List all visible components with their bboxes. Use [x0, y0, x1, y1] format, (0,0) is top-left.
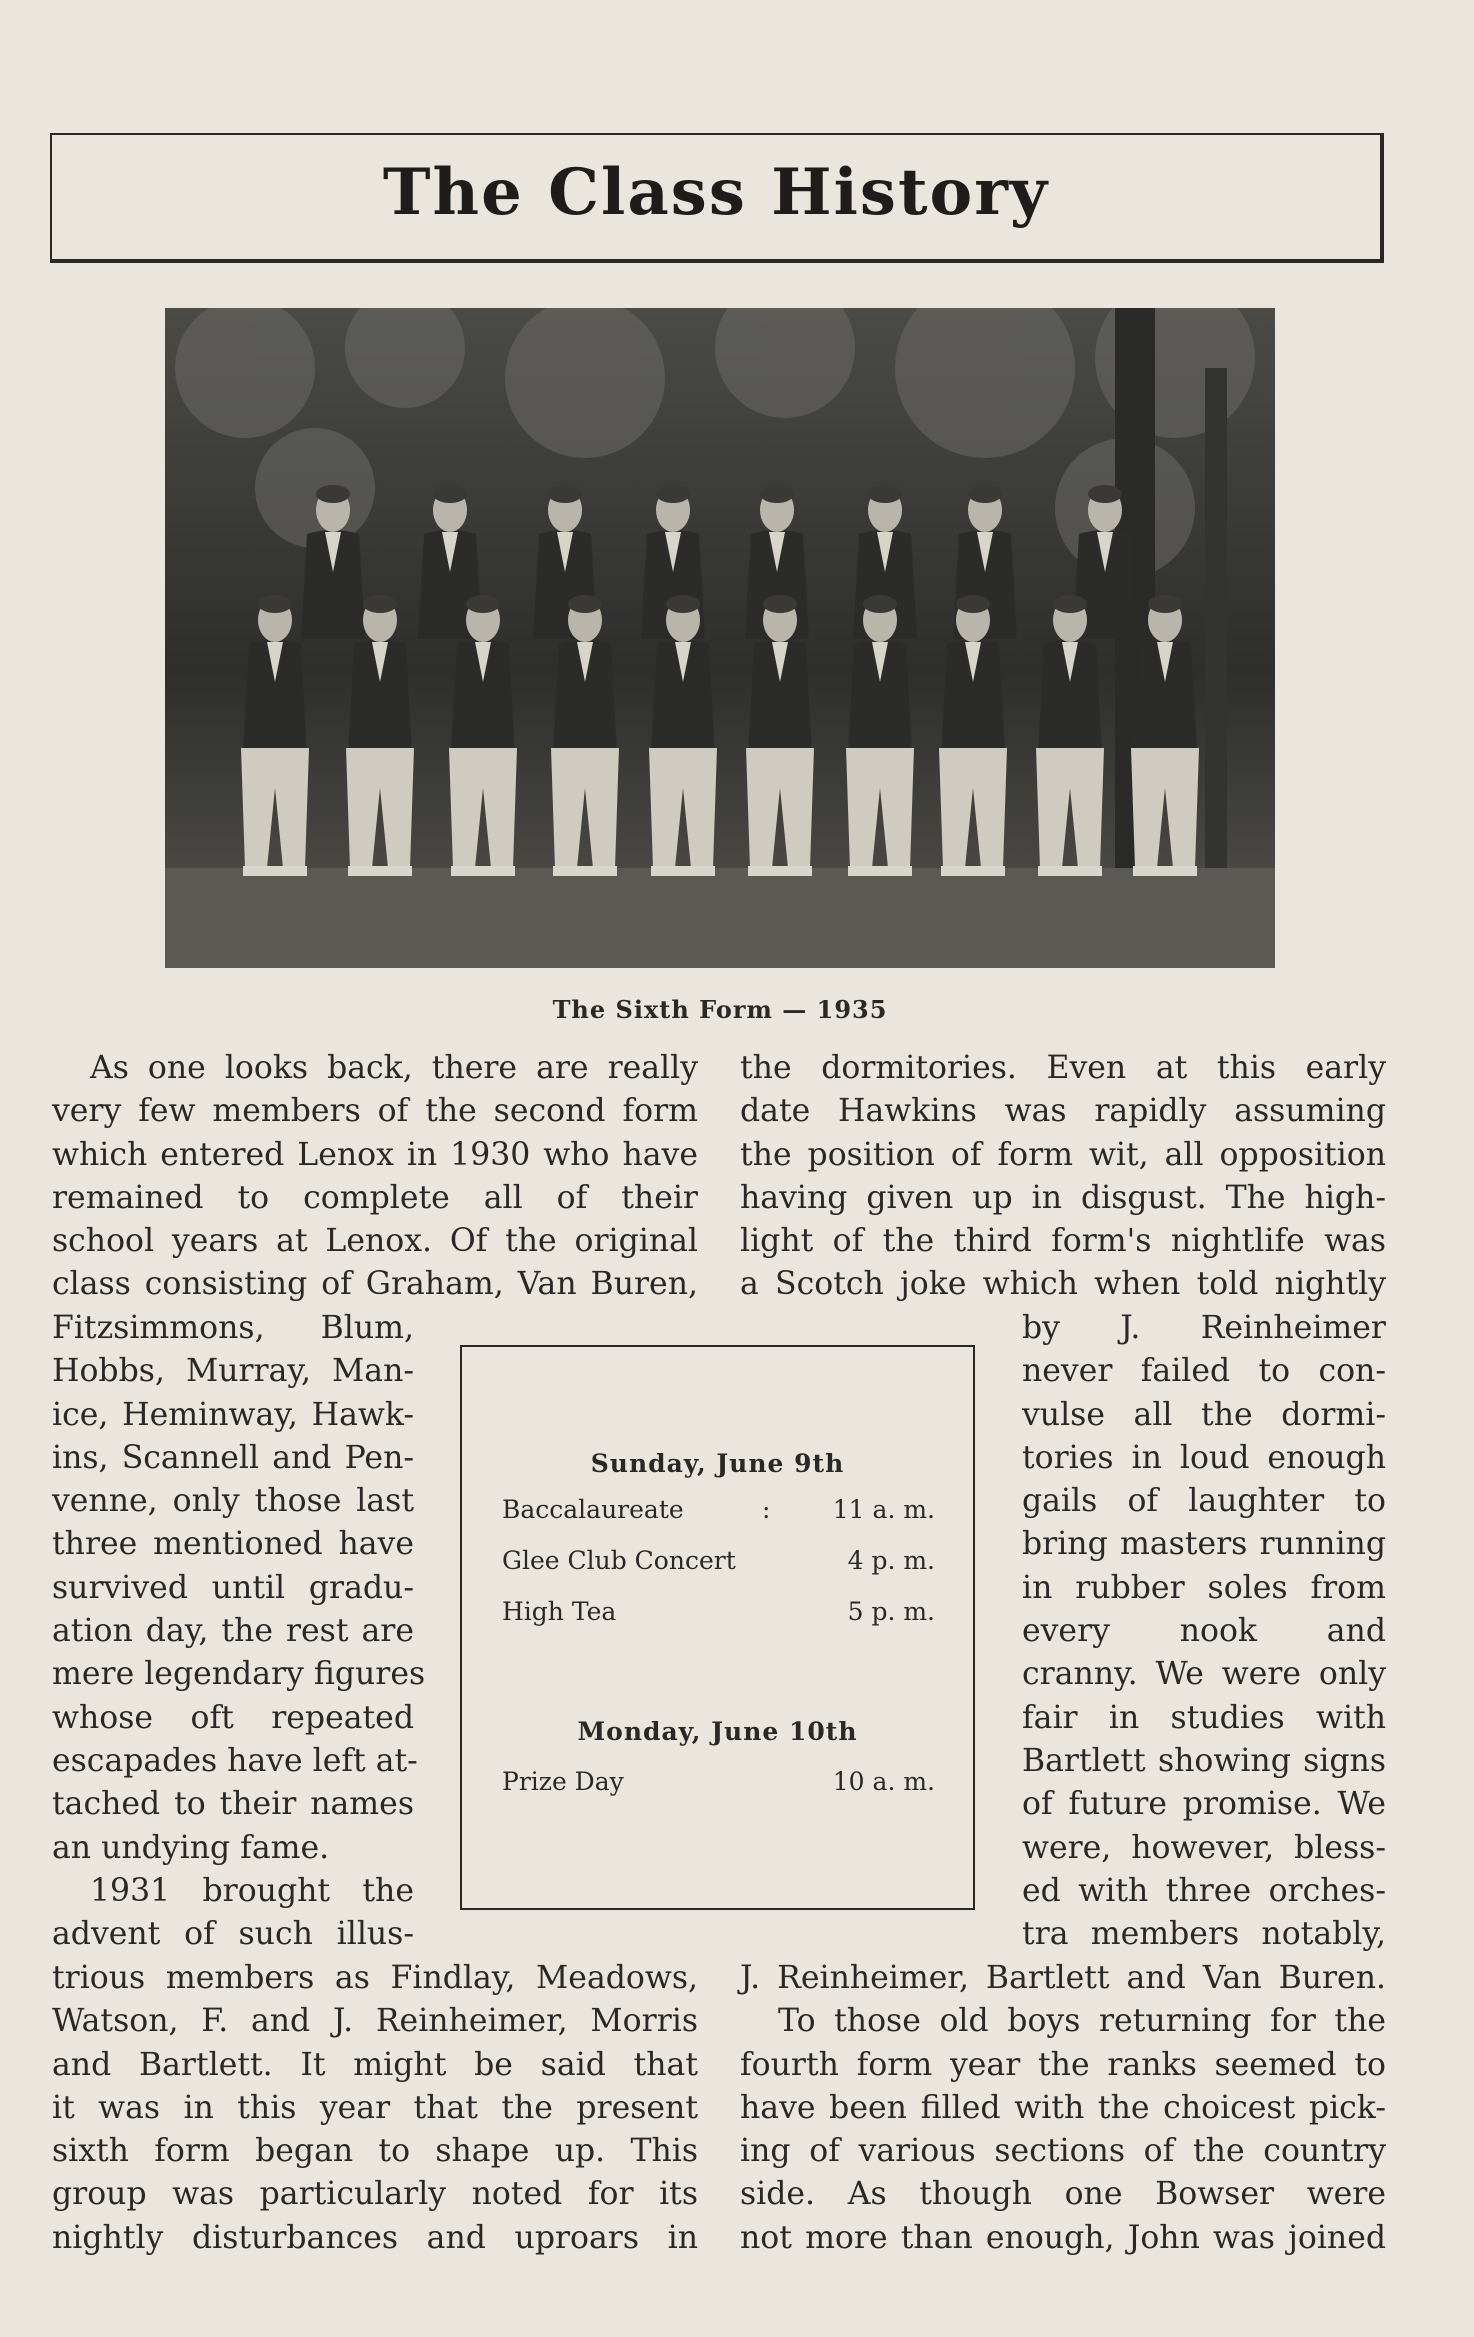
text-line: remained to complete all of their — [52, 1179, 698, 1216]
text-line: class consisting of Graham, Van Buren, — [52, 1266, 698, 1303]
text-line: an undying fame. — [52, 1829, 330, 1866]
event-name: High Tea — [502, 1597, 617, 1626]
schedule-row — [502, 1597, 935, 1629]
photo-caption: The Sixth Form — 1935 — [552, 995, 888, 1024]
text-line: group was particularly noted for its — [52, 2176, 698, 2213]
text-line: were, however, bless- — [1022, 1829, 1386, 1866]
right-column-narrow — [1022, 1307, 1386, 1956]
schedule-day-heading: Sunday, June 9th — [590, 1449, 845, 1478]
text-line: side. As though one Bowser were — [740, 2176, 1386, 2213]
schedule-day-heading: Monday, June 10th — [577, 1717, 858, 1746]
text-line: light of the third form's nightlife was — [740, 1223, 1386, 1260]
text-line: escapades have left at- — [52, 1742, 418, 1779]
text-line: ing of various sections of the country — [740, 2133, 1386, 2170]
event-time: 4 p. m. — [847, 1546, 935, 1575]
text-line: whose oft repeated — [52, 1699, 414, 1736]
text-line: Bartlett showing signs — [1022, 1742, 1386, 1779]
text-line: having given up in disgust. The high- — [740, 1179, 1386, 1216]
text-line: survived until gradu- — [52, 1569, 414, 1606]
text-line: date Hawkins was rapidly assuming — [740, 1093, 1386, 1130]
text-line: J. Reinheimer, Bartlett and Van Buren. — [740, 1960, 1386, 1996]
text-line: sixth form began to shape up. This — [52, 2133, 698, 2170]
text-line: trious members as Findlay, Meadows, — [52, 1960, 698, 1996]
event-time: 5 p. m. — [847, 1597, 935, 1626]
text-line: in rubber soles from — [1022, 1569, 1386, 1606]
event-separator: : — [762, 1495, 771, 1524]
event-time: 11 a. m. — [832, 1495, 935, 1524]
text-line: tories in loud enough — [1022, 1439, 1386, 1476]
text-line: the dormitories. Even at this early — [740, 1050, 1386, 1086]
event-name: Glee Club Concert — [502, 1546, 736, 1575]
text-line: nightly disturbances and uproars in — [52, 2219, 698, 2256]
text-line: ice, Heminway, Hawk- — [52, 1396, 414, 1433]
text-line: it was in this year that the present — [52, 2089, 698, 2126]
text-line: fair in studies with — [1022, 1699, 1386, 1736]
text-line: vulse all the dormi- — [1022, 1396, 1386, 1433]
text-line: To those old boys returning for the — [778, 2003, 1386, 2040]
text-line: have been filled with the choicest pick- — [740, 2089, 1386, 2126]
text-line: a Scotch joke which when told nightly — [740, 1266, 1386, 1303]
text-line: ation day, the rest are — [52, 1613, 414, 1650]
class-photo-image — [165, 308, 1275, 968]
event-name: Baccalaureate — [502, 1495, 684, 1524]
text-line: 1931 brought the — [90, 1872, 414, 1909]
left-column-narrow — [52, 1307, 426, 1956]
text-line: tached to their names — [52, 1786, 414, 1823]
text-line: every nook and — [1022, 1613, 1386, 1650]
text-line: and Bartlett. It might be said that — [52, 2046, 698, 2083]
text-line: gails of laughter to — [1022, 1483, 1386, 1520]
schedule-row — [502, 1546, 935, 1578]
text-line: the position of form wit, all opposition — [740, 1136, 1386, 1173]
event-name: Prize Day — [502, 1767, 624, 1796]
text-line: tra members notably, — [1022, 1916, 1386, 1953]
text-line: school years at Lenox. Of the original — [52, 1223, 698, 1260]
left-column-top — [52, 1047, 698, 1307]
text-line: never failed to con- — [1022, 1353, 1386, 1390]
text-line: which entered Lenox in 1930 who have — [52, 1136, 698, 1173]
text-line: not more than enough, John was joined — [740, 2219, 1386, 2256]
text-line: fourth form year the ranks seemed to — [740, 2046, 1386, 2083]
left-column-bottom — [52, 1957, 698, 2260]
text-line: mere legendary figures — [52, 1656, 426, 1693]
text-line: advent of such illus- — [52, 1916, 414, 1953]
text-line: venne, only those last — [52, 1483, 414, 1520]
right-column-top — [740, 1047, 1386, 1307]
schedule-row — [502, 1767, 935, 1799]
event-time: 10 a. m. — [832, 1767, 935, 1796]
text-line: by J. Reinheimer — [1022, 1310, 1386, 1346]
text-line: As one looks back, there are really — [90, 1050, 698, 1086]
text-line: Hobbs, Murray, Man- — [52, 1353, 414, 1390]
schedule-row — [502, 1495, 935, 1527]
text-line: of future promise. We — [1022, 1786, 1386, 1823]
commencement-schedule — [460, 1345, 975, 1910]
text-line: Fitzsimmons, Blum, — [52, 1310, 414, 1346]
right-column-bottom — [740, 1957, 1386, 2260]
text-line: very few members of the second form — [52, 1093, 698, 1130]
class-photo — [165, 308, 1275, 968]
text-line: Watson, F. and J. Reinheimer, Morris — [52, 2003, 698, 2040]
text-line: ed with three orches- — [1022, 1872, 1386, 1909]
title-frame — [50, 133, 1384, 263]
text-line: cranny. We were only — [1022, 1656, 1386, 1693]
text-line: three mentioned have — [52, 1526, 414, 1563]
page-title: The Class History — [382, 155, 1050, 230]
text-line: bring masters running — [1022, 1526, 1386, 1563]
text-line: ins, Scannell and Pen- — [52, 1439, 414, 1476]
